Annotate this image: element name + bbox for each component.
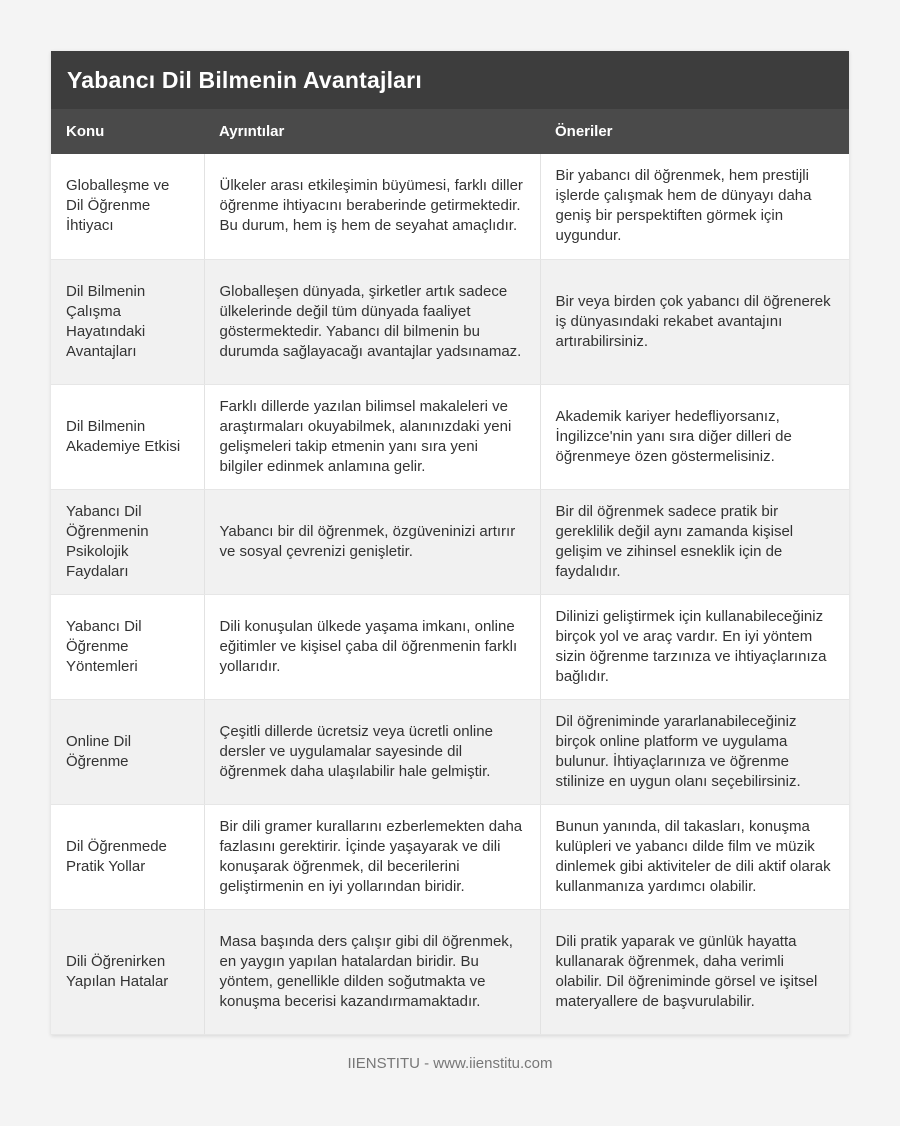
advice-cell: Dilinizi geliştirmek için kullanabileceğiniz birçok yol ve araç vardır. En iyi yöntem sizin öğrenme tarzınıza ve ihtiyaçlarınıza bağlıdır.	[540, 594, 849, 699]
footer-credit: IIENSTITU - www.iienstitu.com	[347, 1055, 553, 1072]
column-header-details: Ayrıntılar	[219, 123, 285, 140]
table-header-row	[51, 109, 849, 154]
table-card	[51, 51, 849, 1035]
topic-cell: Dili Öğrenirken Yapılan Hatalar	[51, 909, 204, 1034]
topic-cell: Yabancı Dil Öğrenmenin Psikolojik Faydaları	[51, 489, 204, 594]
topic-cell: Yabancı Dil Öğrenme Yöntemleri	[51, 594, 204, 699]
table-row	[51, 489, 849, 594]
details-cell: Çeşitli dillerde ücretsiz veya ücretli online dersler ve uygulamalar sayesinde dil öğrenmek daha ulaşılabilir hale gelmiştir.	[204, 699, 540, 804]
table-row	[51, 909, 849, 1034]
advice-cell: Bir yabancı dil öğrenmek, hem prestijli işlerde çalışmak hem de dünyayı daha geniş bir perspektiften görmek için uygundur.	[540, 154, 849, 259]
title-bar	[51, 51, 849, 109]
advice-cell: Dil öğreniminde yararlanabileceğiniz birçok online platform ve uygulama bulunur. İhtiyaçlarınıza ve öğrenme stilinize en uygun olanı seçebilirsiniz.	[540, 699, 849, 804]
advantages-table	[51, 109, 849, 1035]
page-title: Yabancı Dil Bilmenin Avantajları	[67, 66, 422, 93]
table-row	[51, 384, 849, 489]
details-cell: Dili konuşulan ülkede yaşama imkanı, online eğitimler ve kişisel çaba dil öğrenmenin farklı yollarıdır.	[204, 594, 540, 699]
column-header-topic: Konu	[66, 123, 105, 140]
advice-cell: Bir veya birden çok yabancı dil öğrenerek iş dünyasındaki rekabet avantajını artırabilirsiniz.	[540, 259, 849, 384]
advice-cell: Dili pratik yaparak ve günlük hayatta kullanarak öğrenmek, daha verimli olabilir. Dil öğreniminde görsel ve işitsel materyallere de başvurulabilir.	[540, 909, 849, 1034]
topic-cell: Dil Öğrenmede Pratik Yollar	[51, 804, 204, 909]
topic-cell: Globalleşme ve Dil Öğrenme İhtiyacı	[51, 154, 204, 259]
table-row	[51, 259, 849, 384]
advice-cell: Bunun yanında, dil takasları, konuşma kulüpleri ve yabancı dilde film ve müzik dinlemek gibi aktiviteler de dili aktif olarak kullanmanıza yardımcı olabilir.	[540, 804, 849, 909]
table-row	[51, 594, 849, 699]
details-cell: Ülkeler arası etkileşimin büyümesi, farklı diller öğrenme ihtiyacını beraberinde getirmektedir. Bu durum, hem iş hem de seyahat amaçlıdır.	[204, 154, 540, 259]
topic-cell: Dil Bilmenin Çalışma Hayatındaki Avantajları	[51, 259, 204, 384]
topic-cell: Online Dil Öğrenme	[51, 699, 204, 804]
table-row	[51, 804, 849, 909]
advice-cell: Bir dil öğrenmek sadece pratik bir gereklilik değil aynı zamanda kişisel gelişim ve zihinsel esneklik için de faydalıdır.	[540, 489, 849, 594]
topic-cell: Dil Bilmenin Akademiye Etkisi	[51, 384, 204, 489]
details-cell: Bir dili gramer kurallarını ezberlemekten daha fazlasını gerektirir. İçinde yaşayarak ve dili konuşarak öğrenmek, dil becerilerini geliştirmenin en iyi yollarından biridir.	[204, 804, 540, 909]
table-row	[51, 154, 849, 259]
column-header-advice: Öneriler	[555, 123, 613, 140]
table-row	[51, 699, 849, 804]
advice-cell: Akademik kariyer hedefliyorsanız, İngilizce'nin yanı sıra diğer dilleri de öğrenmeye özen göstermelisiniz.	[540, 384, 849, 489]
details-cell: Globalleşen dünyada, şirketler artık sadece ülkelerinde değil tüm dünyada faaliyet göstermektedir. Yabancı dil bilmenin bu durumda sağlayacağı avantajlar yadsınamaz.	[204, 259, 540, 384]
details-cell: Yabancı bir dil öğrenmek, özgüveninizi artırır ve sosyal çevrenizi genişletir.	[204, 489, 540, 594]
details-cell: Farklı dillerde yazılan bilimsel makaleleri ve araştırmaları okuyabilmek, alanınızdaki yeni gelişmeleri takip etmenin yanı sıra yeni bilgiler edinmek anlamına gelir.	[204, 384, 540, 489]
details-cell: Masa başında ders çalışır gibi dil öğrenmek, en yaygın yapılan hatalardan biridir. Bu yöntem, genellikle dilden soğutmakta ve konuşma becerisi kazandırmamaktadır.	[204, 909, 540, 1034]
